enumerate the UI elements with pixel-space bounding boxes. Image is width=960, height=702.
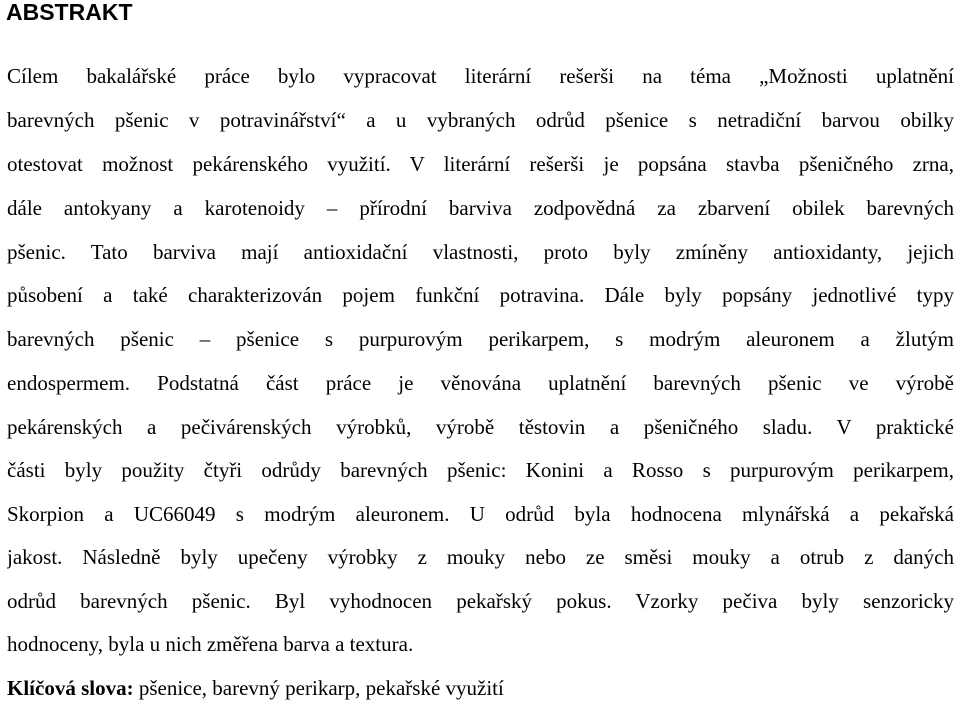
abstract-line: hodnoceny, byla u nich změřena barva a textura. bbox=[7, 632, 414, 656]
abstract-line: barevných pšenic – pšenice s purpurovým perikarpem, s modrým aleuronem a žlutým bbox=[7, 327, 954, 351]
abstract-line: Skorpion a UC66049 s modrým aleuronem. U odrůd byla hodnocena mlynářská a pekařská bbox=[7, 502, 954, 526]
abstract-line: Cílem bakalářské práce bylo vypracovat literární rešerši na téma „Možnosti uplatnění bbox=[7, 64, 954, 88]
abstract-line: pekárenských a pečivárenských výrobků, výrobě těstovin a pšeničného sladu. V praktické bbox=[7, 415, 954, 439]
abstract-line: jakost. Následně byly upečeny výrobky z mouky nebo ze směsi mouky a otrub z daných bbox=[7, 545, 954, 569]
abstract-line: odrůd barevných pšenic. Byl vyhodnocen pekařský pokus. Vzorky pečiva byly senzoricky bbox=[7, 589, 954, 613]
abstract-line: barevných pšenic v potravinářství“ a u vybraných odrůd pšenice s netradiční barvou obilky bbox=[7, 108, 954, 132]
abstract-line: dále antokyany a karotenoidy – přírodní barviva zodpovědná za zbarvení obilek barevných bbox=[7, 196, 954, 220]
abstract-line: endospermem. Podstatná část práce je věnována uplatnění barevných pšenic ve výrobě bbox=[7, 371, 954, 395]
keywords-line bbox=[7, 674, 504, 702]
keywords-value: pšenice, barevný perikarp, pekařské využití bbox=[133, 676, 504, 700]
abstract-line: pšenic. Tato barviva mají antioxidační vlastnosti, proto byly zmíněny antioxidanty, jejich bbox=[7, 240, 954, 264]
page-title: ABSTRAKT bbox=[6, 0, 133, 25]
abstract-line: části byly použity čtyři odrůdy barevných pšenic: Konini a Rosso s purpurovým perikarpem, bbox=[7, 458, 954, 482]
abstract-line: otestovat možnost pekárenského využití. V literární rešerši je popsána stavba pšeničného zrna, bbox=[7, 152, 954, 176]
abstract-line: působení a také charakterizován pojem funkční potravina. Dále byly popsány jednotlivé typy bbox=[7, 283, 954, 307]
keywords-label: Klíčová slova: bbox=[7, 676, 134, 700]
